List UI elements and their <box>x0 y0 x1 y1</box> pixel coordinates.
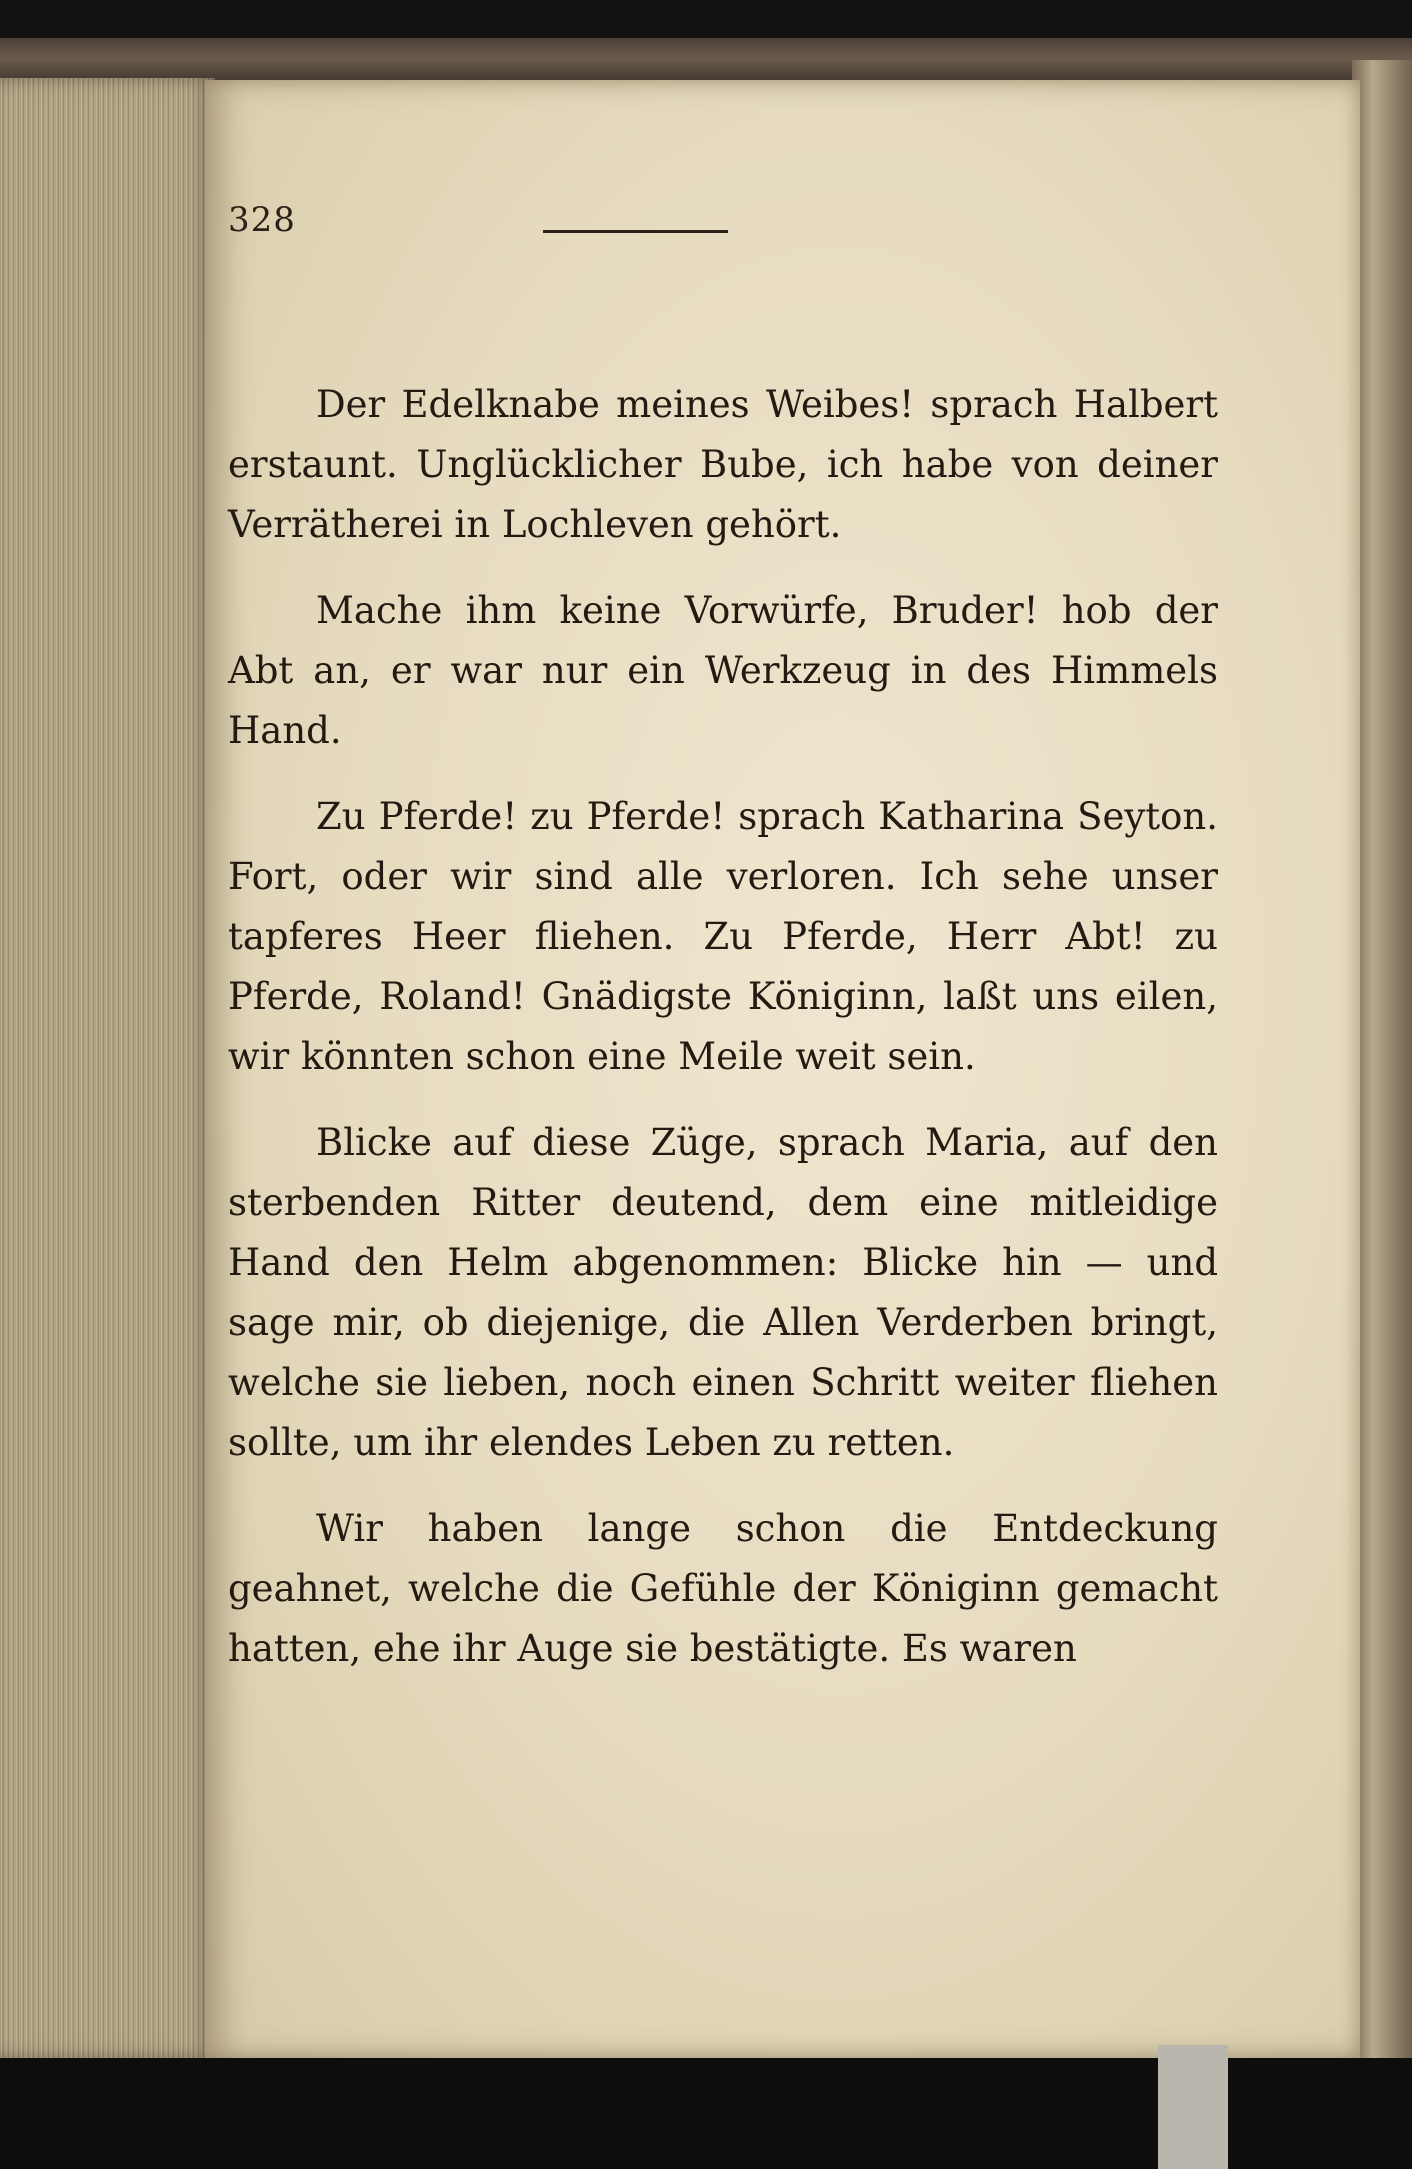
paragraph-4: Blicke auf diese Züge, sprach Maria, auf den sterbenden Ritter deutend, dem eine mitleidige Hand den Helm abgenommen: Blicke hin — und sage mir, ob diejenige, die Allen Verderben bringt, welche sie lieben, noch einen Schritt weiter fliehen sollte, um ihr elendes Leben zu retten. <box>228 1121 1218 1464</box>
paragraph-3: Zu Pferde! zu Pferde! sprach Katharina Seyton. Fort, oder wir sind alle verloren. Ich sehe unser tapferes Heer fliehen. Zu Pferde, Herr Abt! zu Pferde, Roland! Gnädigste Königinn, laßt uns eilen, wir könnten schon eine Meile weit sein. <box>228 795 1218 1078</box>
scan-marker-tab <box>1158 2045 1228 2169</box>
paragraph-1: Der Edelknabe meines Weibes! sprach Halbert erstaunt. Unglücklicher Bube, ich habe von deiner Verrätherei in Lochleven gehört. <box>228 383 1218 546</box>
header-rule <box>543 230 728 233</box>
page-header <box>228 200 948 260</box>
page-text <box>228 375 1218 1705</box>
book-binding-right <box>1352 60 1412 2070</box>
page-edges <box>0 78 215 2058</box>
page-number: 328 <box>228 200 296 240</box>
paragraph-5: Wir haben lange schon die Entdeckung geahnet, welche die Gefühle der Königinn gemacht hatten, ehe ihr Auge sie bestätigte. Es waren <box>228 1507 1218 1670</box>
paragraph-2: Mache ihm keine Vorwürfe, Bruder! hob der Abt an, er war nur ein Werkzeug in des Himmels Hand. <box>228 589 1218 752</box>
